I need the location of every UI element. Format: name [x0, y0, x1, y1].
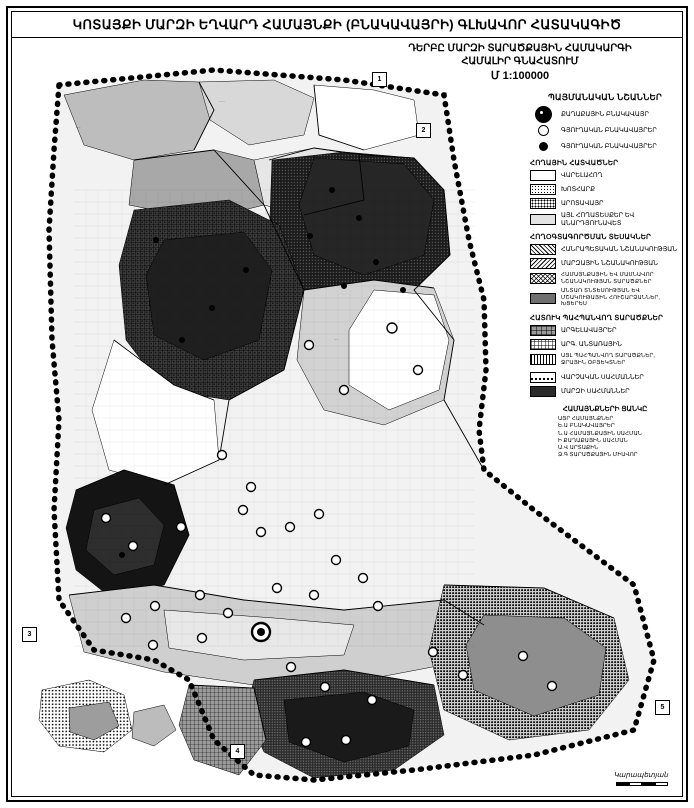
- legend-group-title-usage: ՀՈՂՕԳՏԱԳՈՐԾՄԱՆ ՏԵՍԱԿՆԵՐ: [530, 234, 652, 241]
- map-legend: [530, 92, 680, 459]
- svg-text:․․․․: ․․․․: [76, 125, 81, 129]
- swatch-brick: [530, 325, 556, 336]
- swatch-dash-line: [530, 372, 556, 383]
- legend-item-forest: [530, 288, 680, 308]
- subtitle-line-1: ԴԵՐԲԸ ՄԱՐԶԻ ՏԱՐԱԾՔԱՅԻՆ ՀԱՄԱԿԱՐԳԻ: [408, 43, 632, 54]
- legend-label-arable: ՎԱՐԵԼԱՀՈՂ: [561, 171, 603, 179]
- legend-item-hayfield: [530, 184, 680, 195]
- sheet-mark-label: 5: [660, 704, 665, 711]
- legend-item-reserve: [530, 325, 680, 336]
- legend-label-forest-reserve: ԱՐԳ. ԱՆՏԱՌԱՅԻՆ: [561, 340, 622, 348]
- medium-hollow-circle-icon: [530, 124, 556, 137]
- map-title-bar: [12, 12, 682, 38]
- legend-label-other-land: ԱՅԼ ՀՈՂԱՏԵՍՔԵՐ ԵՎ ԱՆԱՐԴՅՈՒՆԱՎԵՏ: [561, 212, 635, 227]
- legend-item-forest-reserve: [530, 339, 680, 350]
- legend-note-line: Ի ՔԱՂԱՔԱՅԻՆ ՍԱՀՄԱՆ: [558, 437, 628, 444]
- legend-note-line: Ձ.Գ ՏԱՐԱԾՔԱՅԻՆ ՄԻԱՎՈՐ: [558, 452, 638, 459]
- legend-label-admin-border: ՎԱՐՉԱԿԱՆ ՍԱՀՄԱՆՆԵՐ: [561, 373, 644, 381]
- legend-item-village-small: [530, 140, 680, 153]
- swatch-hatch-135: [530, 258, 556, 269]
- legend-note-line: ԱՅՐ ՀԱՄԱՅՆՔՆԵՐ: [558, 416, 614, 423]
- sheet-mark: [416, 123, 431, 138]
- svg-text:․․․․․․: ․․․․․․: [264, 637, 271, 641]
- legend-label-marz-border: ՄԱՐԶԻ ՍԱՀՄԱՆՆԵՐ: [561, 387, 630, 395]
- legend-note-line: Ե.Ա ԲՆԱԿԱՎԱՅՐԵՐ: [558, 423, 615, 430]
- legend-note-line: Ն.Ա ՀԱՄԱՅՆՔԱՅԻՆ ՍԱՀՄԱՆ: [558, 430, 642, 437]
- sheet-mark: [372, 72, 387, 87]
- legend-notes-body: [530, 416, 680, 459]
- legend-label-village-small: ԳՅՈՒՂԱԿԱՆ ԲՆԱԿԱՎԱՅՐԵՐ: [561, 142, 657, 150]
- swatch-dark-grey: [530, 293, 556, 304]
- swatch-cross-hatch: [530, 273, 556, 284]
- legend-label-reserve: ԱՐԳԵԼԱՎԱՅՐԵՐ: [561, 326, 617, 334]
- sheet-mark: [655, 700, 670, 715]
- swatch-dark-solid: [530, 386, 556, 397]
- map-scale: Մ 1:100000: [490, 70, 550, 82]
- swatch-white: [530, 170, 556, 181]
- sheet-mark-label: 2: [421, 127, 426, 134]
- legend-notes: [530, 405, 680, 459]
- swatch-light-grey: [530, 214, 556, 225]
- sheet-mark: [230, 744, 245, 759]
- legend-label-city: ՔԱՂԱՔԱՅԻՆ ԲՆԱԿԱՎԱՅՐ: [561, 110, 649, 118]
- svg-text:․․․․․: ․․․․․: [219, 99, 225, 103]
- scale-bar: [548, 782, 668, 786]
- legend-item-republic: [530, 244, 680, 255]
- legend-item-arable: [530, 170, 680, 181]
- legend-label-republic: ՀԱՆՐԱՊԵՏԱԿԱՆ ՆՇԱՆԱԿՈՒԹՅԱՆ: [561, 245, 677, 253]
- legend-group-title-protected: ՀԱՏՈՒԿ ՊԱՀՊԱՆՎՈՂ ՏԱՐԱԾՔՆԵՐ: [530, 314, 664, 322]
- legend-item-other-land: [530, 212, 680, 227]
- swatch-dots-medium: [530, 198, 556, 209]
- sheet-mark-label: 3: [27, 631, 32, 638]
- legend-item-other-protected: [530, 353, 680, 366]
- sheet-mark-label: 1: [377, 76, 382, 83]
- legend-item-admin-border: [530, 372, 680, 383]
- sheet-mark-label: 4: [235, 748, 240, 755]
- legend-label-marz: ՄԱՐԶԱՅԻՆ ՆՇԱՆԱԿՈՒԹՅԱՆ: [561, 259, 658, 267]
- legend-label-village-medium: ԳՅՈՒՂԱԿԱՆ ԲՆԱԿԱՎԱՅՐԵՐ: [561, 126, 657, 134]
- legend-title: ՊԱՅՄԱՆԱԿԱՆ ՆՇԱՆՆԵՐ: [548, 92, 662, 102]
- signature-text: Կարապետյան: [613, 772, 668, 779]
- legend-item-village-medium: [530, 124, 680, 137]
- svg-text:․․․․: ․․․․: [334, 337, 339, 341]
- legend-item-marz: [530, 258, 680, 269]
- legend-group-title-land: ՀՈՂԱՅԻՆ ՀԱՏՎԱԾՆԵՐ: [530, 160, 619, 167]
- swatch-dots-light: [530, 184, 556, 195]
- legend-notes-title: ՀԱՄԱՅՆՔՆԵՐԻ ՑԱՆԿԸ: [562, 406, 648, 414]
- legend-item-community: [530, 272, 680, 285]
- subtitle-line-2: ՀԱՄԱԼԻՐ ԳՆԱՀԱՏՈՒՄ: [461, 56, 579, 67]
- legend-note-line: Ա.Վ ԱՐՏԱՔԻՆ: [558, 444, 599, 451]
- legend-label-other-protected: ԱՅԼ ՊԱՀՊԱՆՎՈՂ ՏԱՐԱԾՔՆԵՐ, ՋՐԱՅԻՆ ՕԲՅԵԿՏՆԵՐ: [561, 352, 656, 366]
- sheet-mark: [22, 627, 37, 642]
- legend-item-city: [530, 108, 680, 121]
- page-title: ԿՈՏԱՅՔԻ ՄԱՐԶԻ ԵՂՎԱՐԴ ՀԱՄԱՅՆՔԻ (ԲՆԱԿԱՎԱՅՐԻ) ԳԼԽԱՎՈՐ ՀԱՏԱԿԱԳԻԾ: [72, 16, 622, 32]
- swatch-grid: [530, 339, 556, 350]
- legend-label-hayfield: ԽՈՏՀԱՐՔ: [561, 185, 596, 193]
- legend-label-forest: ԱՆՏԱՌ ՏՆՏԵՍՈՒԹՅԱՆ ԵՎ ՄՇԱԿՈՒԹԱՅԻՆ ՀՈՒՇԱՐՁԱՆՆԵՐ, ԽՑԵՐԵՍ: [561, 288, 661, 308]
- legend-label-pasture: ԱՐՈՏԱՎԱՅՐ: [561, 199, 604, 207]
- legend-item-pasture: [530, 198, 680, 209]
- signature-block: [548, 771, 668, 786]
- legend-label-community: ՀԱՄԱՅՆՔԱՅԻՆ ԵՎ ՄԱՍՆԱՎՈՐ ՆՇԱՆԱԿՈՒԹՅԱՆ ՏԱՐԱԾՔՆԵՐ: [561, 272, 654, 285]
- large-concentric-circle-icon: [530, 108, 556, 121]
- small-filled-circle-icon: [530, 140, 556, 153]
- swatch-hatch-45: [530, 244, 556, 255]
- swatch-vertical: [530, 354, 556, 365]
- legend-item-marz-border: [530, 386, 680, 397]
